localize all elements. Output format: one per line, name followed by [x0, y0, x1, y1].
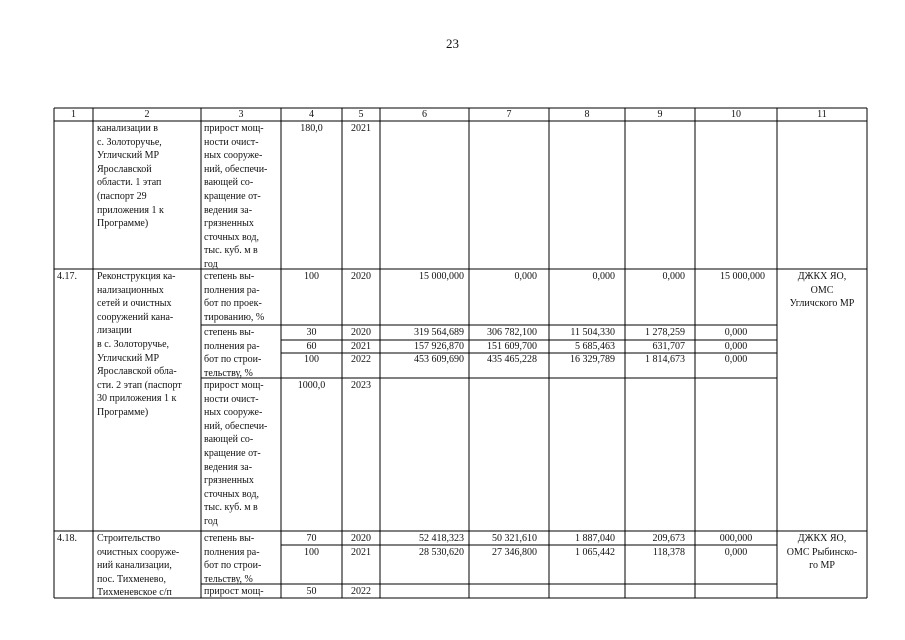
year: 2022 — [351, 586, 371, 597]
year: 2021 — [351, 341, 371, 352]
col-header-10: 10 — [731, 109, 741, 120]
row-number: 4.17. — [57, 271, 77, 282]
col-header-2: 2 — [144, 109, 150, 120]
amount-federal: 151 609,700 — [487, 341, 537, 352]
col-header-4: 4 — [309, 109, 314, 120]
amount-federal: 27 346,800 — [492, 547, 537, 558]
amount-other: 0,000 — [724, 341, 748, 352]
amount-other: 0,000 — [724, 547, 748, 558]
col-header-6: 6 — [422, 109, 427, 120]
amount-other: 15 000,000 — [720, 271, 765, 282]
year: 2020 — [351, 533, 371, 544]
year: 2020 — [351, 271, 371, 282]
indicator-value: 30 — [306, 327, 317, 338]
amount-local: 0,000 — [662, 271, 685, 282]
amount-other: 0,000 — [724, 327, 748, 338]
executor: ДЖКХ ЯО, ОМС Угличского МР — [789, 271, 855, 310]
object-description: Реконструкция ка- нализационных сетей и очистных сооружений кана- лизации в с. Золоторучье, Угличский МР Ярославской обла- сти. 2 этап (паспорт 30 приложения 1 к Программе) — [97, 271, 182, 418]
amount-total: 28 530,620 — [419, 547, 464, 558]
indicator-construction: степень вы- полнения ра- бот по строи- тельству, % — [204, 533, 262, 585]
col-header-5: 5 — [358, 109, 364, 120]
amount-regional: 1 065,442 — [575, 547, 615, 558]
indicator-capacity: прирост мощ- ности очист- ных сооруже- ний, обеспечи- вающей со- кращение от- ведения за- грязненных сточных вод, тыс. куб. м в год — [204, 380, 268, 527]
indicator-design: степень вы- полнения ра- бот по проек- тированию, % — [204, 271, 265, 323]
col-header-9: 9 — [657, 109, 663, 120]
indicator-capacity: прирост мощ- — [204, 586, 264, 597]
page-number: 23 — [446, 36, 459, 51]
indicator-value: 100 — [304, 271, 319, 282]
executor: ДЖКХ ЯО, ОМС Рыбинско- го МР — [786, 533, 858, 572]
year: 2023 — [351, 380, 371, 391]
indicator-value: 100 — [304, 547, 319, 558]
amount-federal: 50 321,610 — [492, 533, 537, 544]
indicator-description: прирост мощ- ности очист- ных сооруже- ний, обеспечи- вающей со- кращение от- ведения за- грязненных сточных вод, тыс. куб. м в год — [204, 123, 268, 270]
indicator-construction: степень вы- полнения ра- бот по строи- тельству, % — [204, 327, 262, 379]
col-header-1: 1 — [71, 109, 76, 120]
amount-local: 631,707 — [652, 341, 685, 352]
object-description: канализации в с. Золоторучье, Угличский МР Ярославской области. 1 этап (паспорт 29 приложения 1 к Программе) — [97, 123, 164, 230]
amount-total: 319 564,689 — [414, 327, 464, 338]
object-description: Строительство очистных сооруже- ний канализации, пос. Тихменево, Тихменевское с/п — [97, 533, 180, 599]
amount-federal: 306 782,100 — [487, 327, 537, 338]
col-header-8: 8 — [584, 109, 590, 120]
indicator-value: 1000,0 — [297, 380, 326, 391]
year: 2020 — [351, 327, 371, 338]
indicator-value: 60 — [306, 341, 317, 352]
year: 2021 — [351, 547, 371, 558]
col-header-11: 11 — [817, 109, 827, 120]
row-number: 4.18. — [57, 533, 77, 544]
indicator-value: 180,0 — [300, 123, 323, 134]
amount-local: 1 814,673 — [645, 354, 685, 365]
amount-regional: 11 504,330 — [570, 327, 615, 338]
col-header-7: 7 — [506, 109, 512, 120]
indicator-value: 50 — [306, 586, 317, 597]
amount-total: 15 000,000 — [419, 271, 464, 282]
amount-local: 118,378 — [652, 547, 685, 558]
year: 2021 — [351, 123, 371, 134]
indicator-value: 100 — [304, 354, 319, 365]
amount-local: 209,673 — [652, 533, 685, 544]
year: 2022 — [351, 354, 371, 365]
amount-total: 453 609,690 — [414, 354, 464, 365]
amount-federal: 0,000 — [514, 271, 537, 282]
amount-total: 157 926,870 — [414, 341, 464, 352]
amount-regional: 1 887,040 — [575, 533, 615, 544]
amount-regional: 16 329,789 — [570, 354, 615, 365]
indicator-value: 70 — [306, 533, 317, 544]
col-header-3: 3 — [238, 109, 244, 120]
amount-total: 52 418,323 — [419, 533, 464, 544]
amount-regional: 5 685,463 — [575, 341, 615, 352]
amount-other: 000,000 — [719, 533, 753, 544]
amount-federal: 435 465,228 — [487, 354, 537, 365]
amount-other: 0,000 — [724, 354, 748, 365]
amount-local: 1 278,259 — [645, 327, 685, 338]
amount-regional: 0,000 — [592, 271, 615, 282]
